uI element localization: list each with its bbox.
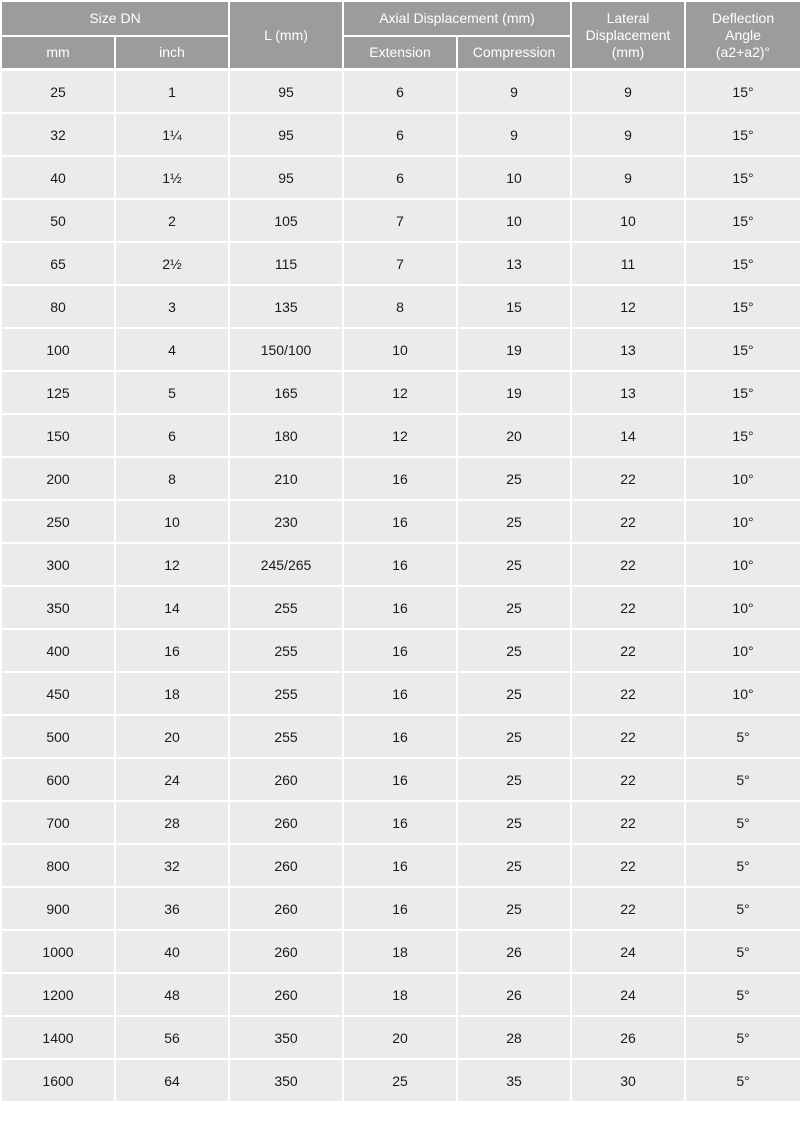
table-row	[1, 1016, 800, 1059]
compression-cell: 25	[457, 629, 571, 672]
size-mm-cell: 80	[1, 285, 115, 328]
extension-cell: 18	[343, 973, 457, 1016]
size-inch-cell: 6	[115, 414, 229, 457]
deflection-cell: 5°	[685, 758, 800, 801]
table-row	[1, 70, 800, 114]
table-row	[1, 715, 800, 758]
lateral-cell: 26	[571, 1016, 685, 1059]
size-mm-cell: 300	[1, 543, 115, 586]
compression-cell: 19	[457, 328, 571, 371]
extension-header: Extension	[343, 36, 457, 70]
size-mm-cell: 65	[1, 242, 115, 285]
size-mm-cell: 32	[1, 113, 115, 156]
lateral-cell: 22	[571, 586, 685, 629]
lateral-cell: 9	[571, 113, 685, 156]
table-row	[1, 887, 800, 930]
size-inch-cell: 56	[115, 1016, 229, 1059]
extension-cell: 12	[343, 371, 457, 414]
deflection-cell: 5°	[685, 973, 800, 1016]
size-inch-cell: 18	[115, 672, 229, 715]
length-cell: 150/100	[229, 328, 343, 371]
extension-cell: 18	[343, 930, 457, 973]
extension-cell: 16	[343, 672, 457, 715]
size-inch-cell: 40	[115, 930, 229, 973]
size-mm-cell: 350	[1, 586, 115, 629]
lateral-cell: 24	[571, 930, 685, 973]
extension-cell: 25	[343, 1059, 457, 1102]
length-cell: 95	[229, 113, 343, 156]
lateral-cell: 22	[571, 801, 685, 844]
deflection-cell: 10°	[685, 586, 800, 629]
size-inch-cell: 8	[115, 457, 229, 500]
deflection-header-line: Deflection	[711, 9, 775, 26]
size-inch-cell: 64	[115, 1059, 229, 1102]
length-cell: 255	[229, 586, 343, 629]
extension-cell: 7	[343, 242, 457, 285]
size-inch-cell: 14	[115, 586, 229, 629]
size-mm-cell: 25	[1, 70, 115, 114]
lateral-cell: 22	[571, 715, 685, 758]
deflection-cell: 15°	[685, 371, 800, 414]
table-row	[1, 113, 800, 156]
deflection-header-line: (a2+a2)°	[715, 43, 771, 60]
table-row	[1, 457, 800, 500]
deflection-cell: 5°	[685, 715, 800, 758]
compression-cell: 13	[457, 242, 571, 285]
compression-cell: 25	[457, 543, 571, 586]
size-inch-cell: 32	[115, 844, 229, 887]
lateral-cell: 22	[571, 887, 685, 930]
extension-cell: 12	[343, 414, 457, 457]
compression-header: Compression	[457, 36, 571, 70]
length-cell: 95	[229, 156, 343, 199]
axial-displacement-header: Axial Displacement (mm)	[343, 1, 571, 36]
lateral-cell: 12	[571, 285, 685, 328]
length-cell: 260	[229, 844, 343, 887]
table-row	[1, 328, 800, 371]
table-row	[1, 758, 800, 801]
size-mm-cell: 800	[1, 844, 115, 887]
extension-cell: 16	[343, 586, 457, 629]
compression-cell: 19	[457, 371, 571, 414]
lateral-cell: 9	[571, 70, 685, 114]
compression-cell: 25	[457, 758, 571, 801]
length-cell: 260	[229, 801, 343, 844]
extension-cell: 16	[343, 629, 457, 672]
mm-header: mm	[1, 36, 115, 70]
size-mm-cell: 1400	[1, 1016, 115, 1059]
extension-cell: 6	[343, 156, 457, 199]
length-cell: 210	[229, 457, 343, 500]
extension-cell: 16	[343, 715, 457, 758]
length-cell: 260	[229, 973, 343, 1016]
compression-cell: 25	[457, 672, 571, 715]
length-cell: 245/265	[229, 543, 343, 586]
size-inch-cell: 48	[115, 973, 229, 1016]
lateral-cell: 22	[571, 844, 685, 887]
lateral-cell: 22	[571, 758, 685, 801]
lateral-cell: 13	[571, 371, 685, 414]
deflection-cell: 15°	[685, 199, 800, 242]
compression-cell: 10	[457, 156, 571, 199]
deflection-cell: 10°	[685, 629, 800, 672]
deflection-cell: 5°	[685, 844, 800, 887]
lateral-cell: 11	[571, 242, 685, 285]
length-cell: 255	[229, 715, 343, 758]
lateral-cell: 13	[571, 328, 685, 371]
size-inch-cell: 20	[115, 715, 229, 758]
length-cell: 165	[229, 371, 343, 414]
lateral-cell: 22	[571, 543, 685, 586]
size-inch-cell: 1¼	[115, 113, 229, 156]
length-header: L (mm)	[229, 1, 343, 70]
table-row	[1, 801, 800, 844]
extension-cell: 16	[343, 543, 457, 586]
extension-cell: 7	[343, 199, 457, 242]
size-mm-cell: 900	[1, 887, 115, 930]
extension-cell: 16	[343, 457, 457, 500]
size-inch-cell: 2½	[115, 242, 229, 285]
table-row	[1, 285, 800, 328]
extension-cell: 16	[343, 887, 457, 930]
table-row	[1, 543, 800, 586]
table-row	[1, 156, 800, 199]
size-mm-cell: 200	[1, 457, 115, 500]
table-row	[1, 1059, 800, 1102]
length-cell: 260	[229, 930, 343, 973]
compression-cell: 25	[457, 887, 571, 930]
size-inch-cell: 5	[115, 371, 229, 414]
compression-cell: 20	[457, 414, 571, 457]
compression-cell: 26	[457, 973, 571, 1016]
deflection-cell: 15°	[685, 156, 800, 199]
size-inch-cell: 12	[115, 543, 229, 586]
compression-cell: 25	[457, 457, 571, 500]
lateral-cell: 22	[571, 629, 685, 672]
size-inch-cell: 1	[115, 70, 229, 114]
size-mm-cell: 1000	[1, 930, 115, 973]
deflection-cell: 10°	[685, 500, 800, 543]
lateral-cell: 14	[571, 414, 685, 457]
table-row	[1, 371, 800, 414]
size-dn-header: Size DN	[1, 1, 229, 36]
deflection-header-line: Angle	[725, 26, 761, 43]
lateral-header-line: Displacement	[585, 26, 671, 43]
compression-cell: 25	[457, 500, 571, 543]
size-inch-cell: 10	[115, 500, 229, 543]
table-row	[1, 844, 800, 887]
deflection-cell: 10°	[685, 457, 800, 500]
lateral-cell: 24	[571, 973, 685, 1016]
lateral-cell: 22	[571, 457, 685, 500]
length-cell: 260	[229, 758, 343, 801]
extension-cell: 16	[343, 758, 457, 801]
extension-cell: 6	[343, 113, 457, 156]
extension-cell: 20	[343, 1016, 457, 1059]
compression-cell: 9	[457, 113, 571, 156]
length-cell: 260	[229, 887, 343, 930]
deflection-cell: 15°	[685, 113, 800, 156]
table-row	[1, 973, 800, 1016]
length-cell: 350	[229, 1016, 343, 1059]
length-cell: 95	[229, 70, 343, 114]
size-mm-cell: 250	[1, 500, 115, 543]
size-mm-cell: 400	[1, 629, 115, 672]
compression-cell: 28	[457, 1016, 571, 1059]
lateral-cell: 9	[571, 156, 685, 199]
table-header	[1, 1, 800, 70]
table-row	[1, 242, 800, 285]
length-cell: 255	[229, 672, 343, 715]
size-inch-cell: 16	[115, 629, 229, 672]
size-mm-cell: 50	[1, 199, 115, 242]
deflection-cell: 15°	[685, 285, 800, 328]
size-mm-cell: 1600	[1, 1059, 115, 1102]
extension-cell: 8	[343, 285, 457, 328]
size-inch-cell: 36	[115, 887, 229, 930]
length-cell: 230	[229, 500, 343, 543]
deflection-cell: 15°	[685, 414, 800, 457]
table-body	[1, 70, 800, 1103]
length-cell: 105	[229, 199, 343, 242]
deflection-cell: 15°	[685, 70, 800, 114]
size-mm-cell: 700	[1, 801, 115, 844]
size-inch-cell: 2	[115, 199, 229, 242]
extension-cell: 16	[343, 844, 457, 887]
length-cell: 255	[229, 629, 343, 672]
compression-cell: 9	[457, 70, 571, 114]
inch-header: inch	[115, 36, 229, 70]
size-mm-cell: 1200	[1, 973, 115, 1016]
length-cell: 350	[229, 1059, 343, 1102]
length-cell: 115	[229, 242, 343, 285]
size-inch-cell: 24	[115, 758, 229, 801]
length-cell: 180	[229, 414, 343, 457]
lateral-cell: 10	[571, 199, 685, 242]
deflection-cell: 5°	[685, 1016, 800, 1059]
deflection-cell: 15°	[685, 242, 800, 285]
compression-cell: 35	[457, 1059, 571, 1102]
size-mm-cell: 40	[1, 156, 115, 199]
size-mm-cell: 100	[1, 328, 115, 371]
deflection-cell: 10°	[685, 543, 800, 586]
deflection-cell: 5°	[685, 887, 800, 930]
lateral-header-line: Lateral	[606, 9, 650, 26]
compression-cell: 25	[457, 586, 571, 629]
deflection-cell: 5°	[685, 930, 800, 973]
compression-cell: 10	[457, 199, 571, 242]
size-mm-cell: 500	[1, 715, 115, 758]
length-cell: 135	[229, 285, 343, 328]
lateral-cell: 22	[571, 500, 685, 543]
lateral-displacement-header	[571, 1, 685, 70]
deflection-cell: 5°	[685, 801, 800, 844]
extension-cell: 16	[343, 500, 457, 543]
compression-cell: 26	[457, 930, 571, 973]
compression-cell: 15	[457, 285, 571, 328]
size-mm-cell: 150	[1, 414, 115, 457]
lateral-cell: 30	[571, 1059, 685, 1102]
lateral-cell: 22	[571, 672, 685, 715]
size-inch-cell: 3	[115, 285, 229, 328]
table-row	[1, 586, 800, 629]
extension-cell: 16	[343, 801, 457, 844]
size-mm-cell: 450	[1, 672, 115, 715]
size-mm-cell: 125	[1, 371, 115, 414]
size-inch-cell: 4	[115, 328, 229, 371]
compression-cell: 25	[457, 844, 571, 887]
size-inch-cell: 1½	[115, 156, 229, 199]
extension-cell: 10	[343, 328, 457, 371]
compression-cell: 25	[457, 715, 571, 758]
table-row	[1, 414, 800, 457]
table-row	[1, 199, 800, 242]
deflection-cell: 5°	[685, 1059, 800, 1102]
compression-cell: 25	[457, 801, 571, 844]
lateral-header-line: (mm)	[611, 43, 645, 60]
header-row-top	[1, 1, 800, 36]
size-mm-cell: 600	[1, 758, 115, 801]
table-row	[1, 672, 800, 715]
size-inch-cell: 28	[115, 801, 229, 844]
deflection-angle-header	[685, 1, 800, 70]
extension-cell: 6	[343, 70, 457, 114]
table-row	[1, 930, 800, 973]
deflection-cell: 10°	[685, 672, 800, 715]
table-row	[1, 629, 800, 672]
deflection-cell: 15°	[685, 328, 800, 371]
table-row	[1, 500, 800, 543]
